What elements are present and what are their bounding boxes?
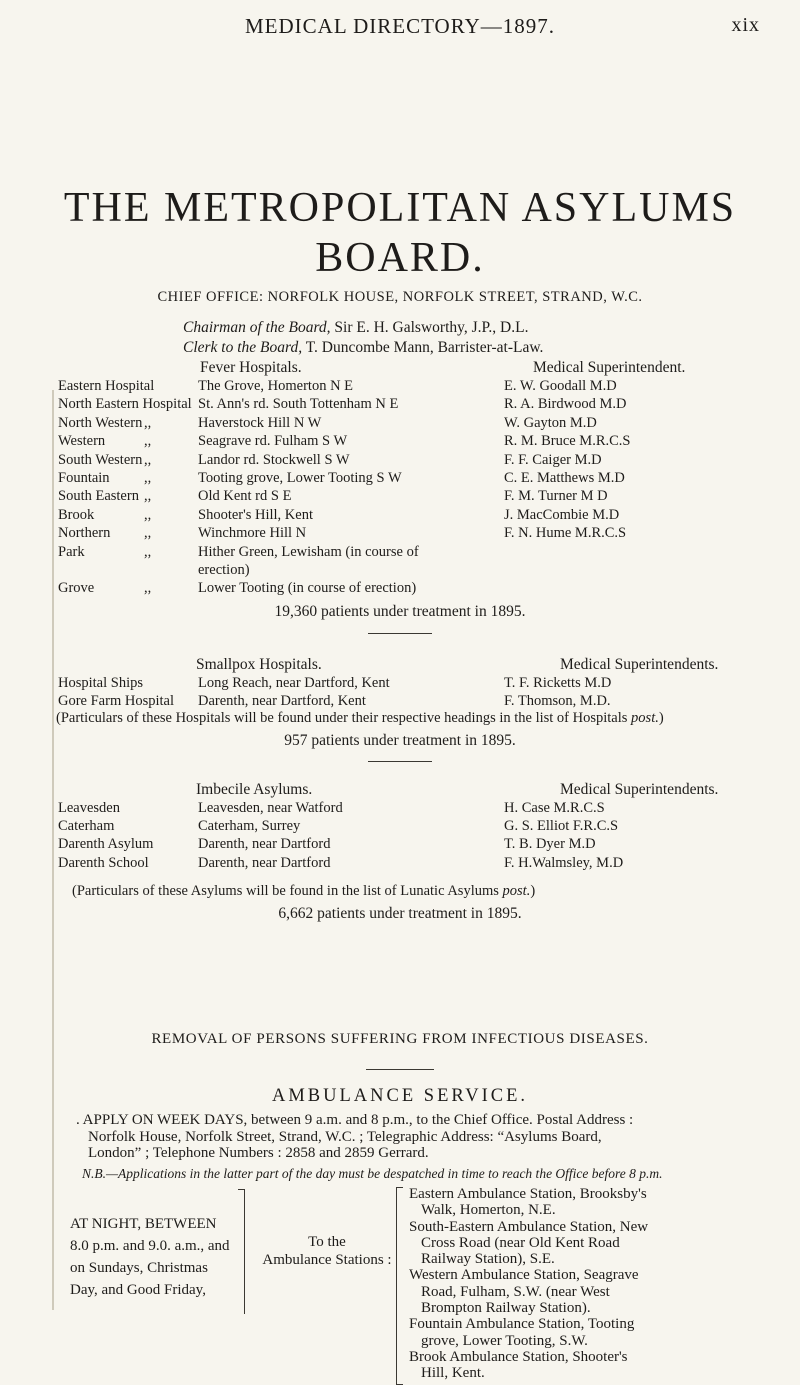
running-head-title: MEDICAL DIRECTORY—1897. — [244, 14, 555, 38]
smallpox-note-close: ) — [658, 710, 664, 726]
table-row — [58, 507, 770, 525]
institution-address: erection) — [198, 562, 250, 578]
divider — [368, 633, 432, 634]
station-line: Railway Station), S.E. — [421, 1251, 555, 1268]
chairman-value: Sir E. H. Galsworthy, J.P., D.L. — [334, 319, 529, 336]
superintendent: J. MacCombie M.D — [504, 506, 620, 523]
apply-paragraph — [76, 1112, 776, 1162]
institution-name: Park — [58, 543, 85, 560]
institution-name: Fountain — [58, 470, 110, 486]
table-row — [58, 562, 770, 580]
to-the-stations — [262, 1233, 392, 1269]
imbecile-note-post: post. — [502, 883, 531, 899]
fever-supt-heading: Medical Superintendent. — [533, 359, 686, 376]
chairman-line — [183, 319, 528, 337]
superintendent: E. W. Goodall M.D — [504, 378, 617, 394]
night-line: 8.0 p.m. and 9.0. a.m., and — [70, 1238, 230, 1254]
station-line: grove, Lower Tooting, S.W. — [421, 1332, 588, 1349]
chief-office: CHIEF OFFICE: NORFOLK HOUSE, NORFOLK STREET, STRAND, W.C. — [157, 289, 643, 305]
institution-name: Northern — [58, 525, 111, 542]
table-row — [58, 544, 770, 562]
smallpox-heading: Smallpox Hospitals. — [196, 656, 322, 673]
institution-address: The Grove, Homerton N E — [198, 378, 354, 394]
ditto-mark: ,, — [144, 506, 152, 523]
divider — [366, 1069, 434, 1070]
institution-name: Hospital Ships — [58, 675, 143, 691]
apply-line-2: Norfolk House, Norfolk Street, Strand, W.C. ; Telegraphic Address: “Asylums Board, — [88, 1128, 602, 1145]
smallpox-note — [56, 710, 776, 727]
table-row — [58, 580, 770, 598]
ditto-mark: ,, — [144, 580, 152, 597]
institution-name: Caterham — [58, 818, 115, 835]
imbecile-patients: 6,662 patients under treatment in 1895. — [278, 905, 522, 922]
station-line: Road, Fulham, S.W. (near West — [421, 1283, 610, 1300]
institution-address: Darenth, near Dartford — [198, 836, 331, 853]
table-row — [58, 378, 770, 396]
institution-name: North Eastern Hospital — [58, 396, 192, 413]
night-line: AT NIGHT, BETWEEN — [70, 1216, 217, 1232]
ditto-mark: ,, — [144, 470, 152, 486]
stations-label: Ambulance Stations : — [262, 1252, 392, 1268]
night-line: Day, and Good Friday, — [70, 1282, 206, 1298]
chairman-label: Chairman of the Board, — [183, 319, 331, 336]
imbecile-supt-heading: Medical Superintendents. — [560, 781, 719, 798]
institution-address: Seagrave rd. Fulham S W — [198, 433, 348, 450]
station-line: Brook Ambulance Station, Shooter's — [409, 1348, 628, 1365]
ditto-mark: ,, — [144, 543, 152, 560]
clerk-line — [183, 339, 543, 357]
fever-patients: 19,360 patients under treatment in 1895. — [274, 603, 526, 620]
clerk-label: Clerk to the Board, — [183, 339, 303, 356]
station-line: Western Ambulance Station, Seagrave — [409, 1267, 639, 1284]
institution-address: Caterham, Surrey — [198, 818, 301, 835]
title-line-1: THE METROPOLITAN ASYLUMS — [63, 185, 737, 231]
institution-name: Gore Farm Hospital — [58, 692, 174, 709]
institution-name: South Eastern — [58, 488, 139, 505]
imbecile-note — [72, 883, 772, 900]
table-row — [58, 855, 770, 873]
institution-address: Hither Green, Lewisham (in course of — [198, 543, 419, 560]
stations-list — [409, 1186, 779, 1382]
apply-line-3: London” ; Telephone Numbers : 2858 and 2859 Gerrard. — [88, 1145, 429, 1161]
superintendent: R. A. Birdwood M.D — [504, 396, 627, 413]
ditto-mark: ,, — [144, 414, 152, 431]
institution-address: St. Ann's rd. South Tottenham N E — [198, 396, 399, 413]
table-row — [58, 800, 770, 818]
bracket-left — [238, 1189, 245, 1314]
page-number: xix — [731, 14, 760, 36]
table-row — [58, 818, 770, 836]
bracket-right — [396, 1187, 403, 1385]
institution-address: Leavesden, near Watford — [198, 800, 343, 816]
fever-heading: Fever Hospitals. — [200, 359, 302, 376]
imbecile-note-text: (Particulars of these Asylums will be found in the list of Lunatic Asylums — [72, 883, 503, 899]
smallpox-note-text: (Particulars of these Hospitals will be found under their respective headings in the list of Hospitals — [56, 710, 632, 726]
institution-name: Eastern Hospital — [58, 378, 155, 394]
superintendent: F. M. Turner M D — [504, 488, 608, 505]
table-row — [58, 433, 770, 451]
margin-rule — [52, 390, 54, 1310]
institution-name: North Western — [58, 414, 143, 431]
institution-name: Darenth School — [58, 854, 149, 871]
nb-note: N.B.—Applications in the latter part of the day must be despatched in time to reach the Office before 8 p.m. — [82, 1166, 663, 1181]
table-row — [58, 675, 770, 693]
station-line: Cross Road (near Old Kent Road — [421, 1234, 620, 1251]
institution-address: Darenth, near Dartford — [198, 854, 331, 871]
institution-address: Landor rd. Stockwell S W — [198, 451, 350, 468]
institution-address: Winchmore Hill N — [198, 525, 307, 542]
divider — [368, 761, 432, 762]
ditto-mark: ,, — [144, 488, 152, 505]
table-row — [58, 836, 770, 854]
superintendent: H. Case M.R.C.S — [504, 800, 605, 816]
superintendent: W. Gayton M.D — [504, 414, 597, 431]
ambulance-heading: AMBULANCE SERVICE. — [271, 1086, 529, 1106]
superintendent: F. F. Caiger M.D — [504, 451, 602, 468]
ditto-mark: ,, — [144, 525, 152, 542]
night-line: on Sundays, Christmas — [70, 1260, 208, 1276]
removal-heading: REMOVAL OF PERSONS SUFFERING FROM INFECTIOUS DISEASES. — [151, 1031, 649, 1047]
smallpox-note-post: post. — [631, 710, 659, 726]
superintendent: C. E. Matthews M.D — [504, 470, 625, 486]
superintendent: T. F. Ricketts M.D — [504, 675, 612, 691]
station-line: Eastern Ambulance Station, Brooksby's — [409, 1186, 647, 1202]
institution-name: Leavesden — [58, 800, 120, 816]
station-line: Walk, Homerton, N.E. — [421, 1202, 556, 1219]
superintendent: F. Thomson, M.D. — [504, 692, 611, 709]
station-line: Hill, Kent. — [421, 1365, 485, 1382]
superintendent: G. S. Elliot F.R.C.S — [504, 818, 619, 835]
apply-line-1: . APPLY ON WEEK DAYS, between 9 a.m. and 8 p.m., to the Chief Office. Postal Address : — [76, 1112, 634, 1128]
institution-address: Haverstock Hill N W — [198, 414, 322, 431]
institution-address: Shooter's Hill, Kent — [198, 506, 313, 523]
table-row — [58, 470, 770, 488]
page-title — [0, 183, 800, 283]
clerk-value: T. Duncombe Mann, Barrister-at-Law. — [305, 339, 544, 356]
superintendent: T. B. Dyer M.D — [504, 836, 596, 853]
institution-address: Old Kent rd S E — [198, 488, 292, 505]
table-row — [58, 488, 770, 506]
imbecile-note-close: ) — [530, 883, 536, 899]
institution-address: Long Reach, near Dartford, Kent — [198, 675, 390, 691]
superintendent: F. H.Walmsley, M.D — [504, 854, 624, 871]
table-row — [58, 693, 770, 711]
institution-name: Grove — [58, 580, 95, 597]
night-note — [70, 1213, 230, 1301]
institution-name: Darenth Asylum — [58, 836, 154, 853]
imbecile-heading: Imbecile Asylums. — [196, 781, 313, 798]
station-line: Fountain Ambulance Station, Tooting — [409, 1316, 635, 1333]
table-row — [58, 525, 770, 543]
institution-name: Western — [58, 433, 106, 450]
institution-address: Lower Tooting (in course of erection) — [198, 580, 417, 597]
title-line-2: BOARD. — [315, 235, 485, 281]
to-the-label: To the — [308, 1234, 346, 1250]
superintendent: F. N. Hume M.R.C.S — [504, 525, 627, 542]
table-row — [58, 415, 770, 433]
table-row — [58, 396, 770, 414]
institution-name: South Western — [58, 451, 143, 468]
institution-address: Darenth, near Dartford, Kent — [198, 692, 366, 709]
smallpox-supt-heading: Medical Superintendents. — [560, 656, 719, 673]
institution-address: Tooting grove, Lower Tooting S W — [198, 470, 402, 486]
superintendent: R. M. Bruce M.R.C.S — [504, 433, 631, 450]
station-line: South-Eastern Ambulance Station, New — [409, 1218, 649, 1235]
station-line: Brompton Railway Station). — [421, 1300, 591, 1317]
institution-name: Brook — [58, 506, 95, 523]
ditto-mark: ,, — [144, 451, 152, 468]
ditto-mark: ,, — [144, 433, 152, 450]
smallpox-patients: 957 patients under treatment in 1895. — [284, 732, 516, 749]
table-row — [58, 452, 770, 470]
